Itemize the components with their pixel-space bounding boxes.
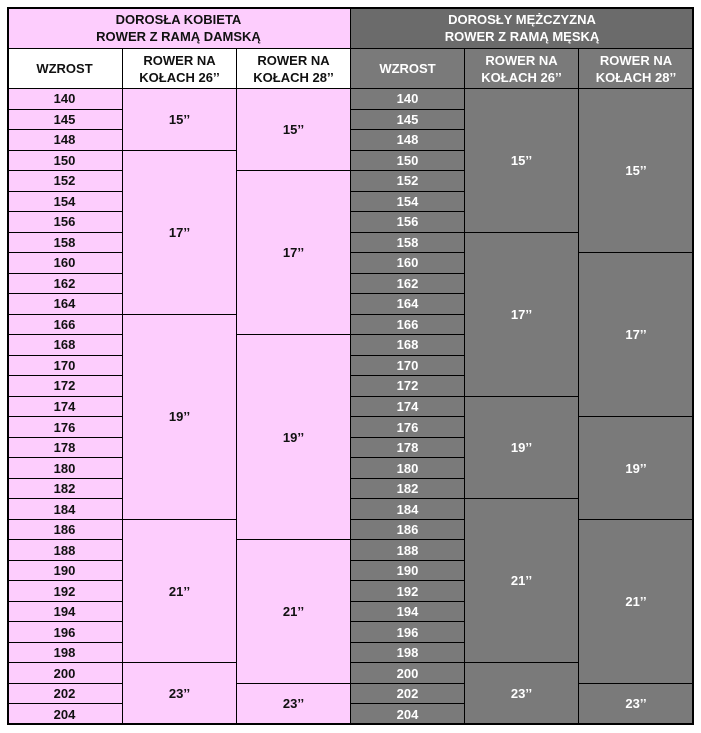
men-height-cell: 154	[351, 192, 465, 213]
women-height-cell: 145	[7, 110, 123, 131]
men-height-cell: 145	[351, 110, 465, 131]
women-height-cell: 174	[7, 397, 123, 418]
women-height-header: WZROST	[7, 49, 123, 89]
men-height-cell: 196	[351, 622, 465, 643]
men-wheel26-frame-size: 17’’	[465, 233, 579, 397]
men-wheel28-frame-size: 21’’	[579, 520, 694, 684]
men-height-cell: 180	[351, 458, 465, 479]
women-height-cell: 192	[7, 581, 123, 602]
men-height-cell: 148	[351, 130, 465, 151]
women-height-cell: 140	[7, 89, 123, 110]
men-height-cell: 194	[351, 602, 465, 623]
women-wheel28-frame-size: 21’’	[237, 540, 351, 684]
women-height-cell: 190	[7, 561, 123, 582]
women-height-cell: 194	[7, 602, 123, 623]
men-height-cell: 200	[351, 663, 465, 684]
women-height-cell: 202	[7, 684, 123, 705]
women-wheel26-frame-size: 17’’	[123, 151, 237, 315]
men-height-cell: 190	[351, 561, 465, 582]
women-height-cell: 158	[7, 233, 123, 254]
women-wheel28-frame-size: 15’’	[237, 89, 351, 171]
men-height-cell: 166	[351, 315, 465, 336]
men-height-cell: 150	[351, 151, 465, 172]
men-wheel28-frame-size: 17’’	[579, 253, 694, 417]
men-height-cell: 204	[351, 704, 465, 725]
women-wheel28-frame-size: 23’’	[237, 684, 351, 725]
women-height-cell: 152	[7, 171, 123, 192]
women-height-cell: 180	[7, 458, 123, 479]
women-wheel28-header: ROWER NA KOŁACH 28’’	[237, 49, 351, 89]
women-wheel26-header: ROWER NA KOŁACH 26’’	[123, 49, 237, 89]
men-wheel28-frame-size: 19’’	[579, 417, 694, 520]
men-height-cell: 176	[351, 417, 465, 438]
women-wheel26-frame-size: 23’’	[123, 663, 237, 725]
women-height-cell: 178	[7, 438, 123, 459]
men-height-cell: 170	[351, 356, 465, 377]
men-height-cell: 140	[351, 89, 465, 110]
men-section-title: DOROSŁY MĘŻCZYZNA ROWER Z RAMĄ MĘSKĄ	[351, 7, 694, 49]
women-height-cell: 162	[7, 274, 123, 295]
women-height-cell: 188	[7, 540, 123, 561]
women-height-cell: 168	[7, 335, 123, 356]
women-height-cell: 198	[7, 643, 123, 664]
women-height-cell: 182	[7, 479, 123, 500]
men-height-cell: 202	[351, 684, 465, 705]
women-height-cell: 204	[7, 704, 123, 725]
men-wheel26-frame-size: 19’’	[465, 397, 579, 500]
men-height-cell: 152	[351, 171, 465, 192]
men-height-cell: 162	[351, 274, 465, 295]
men-wheel26-frame-size: 21’’	[465, 499, 579, 663]
men-height-cell: 158	[351, 233, 465, 254]
men-height-cell: 174	[351, 397, 465, 418]
women-wheel28-frame-size: 19’’	[237, 335, 351, 540]
women-wheel26-frame-size: 19’’	[123, 315, 237, 520]
women-height-cell: 170	[7, 356, 123, 377]
women-wheel28-frame-size: 17’’	[237, 171, 351, 335]
men-height-cell: 168	[351, 335, 465, 356]
women-height-cell: 148	[7, 130, 123, 151]
men-height-cell: 160	[351, 253, 465, 274]
men-height-cell: 164	[351, 294, 465, 315]
women-height-cell: 166	[7, 315, 123, 336]
men-wheel26-header: ROWER NA KOŁACH 26’’	[465, 49, 579, 89]
men-wheel28-frame-size: 15’’	[579, 89, 694, 253]
women-wheel26-frame-size: 15’’	[123, 89, 237, 151]
men-height-cell: 198	[351, 643, 465, 664]
women-section-title: DOROSŁA KOBIETA ROWER Z RAMĄ DAMSKĄ	[7, 7, 351, 49]
women-wheel26-frame-size: 21’’	[123, 520, 237, 664]
women-height-cell: 160	[7, 253, 123, 274]
men-height-cell: 184	[351, 499, 465, 520]
women-height-cell: 176	[7, 417, 123, 438]
women-height-cell: 154	[7, 192, 123, 213]
women-height-cell: 200	[7, 663, 123, 684]
men-height-cell: 172	[351, 376, 465, 397]
women-height-cell: 164	[7, 294, 123, 315]
men-height-cell: 182	[351, 479, 465, 500]
men-wheel28-header: ROWER NA KOŁACH 28’’	[579, 49, 694, 89]
women-height-cell: 172	[7, 376, 123, 397]
men-height-cell: 192	[351, 581, 465, 602]
men-height-cell: 188	[351, 540, 465, 561]
women-height-cell: 186	[7, 520, 123, 541]
women-height-cell: 150	[7, 151, 123, 172]
women-height-cell: 184	[7, 499, 123, 520]
men-height-cell: 156	[351, 212, 465, 233]
men-height-cell: 178	[351, 438, 465, 459]
men-wheel28-frame-size: 23’’	[579, 684, 694, 725]
men-height-cell: 186	[351, 520, 465, 541]
men-wheel26-frame-size: 23’’	[465, 663, 579, 725]
women-height-cell: 196	[7, 622, 123, 643]
men-height-header: WZROST	[351, 49, 465, 89]
men-wheel26-frame-size: 15’’	[465, 89, 579, 233]
women-height-cell: 156	[7, 212, 123, 233]
